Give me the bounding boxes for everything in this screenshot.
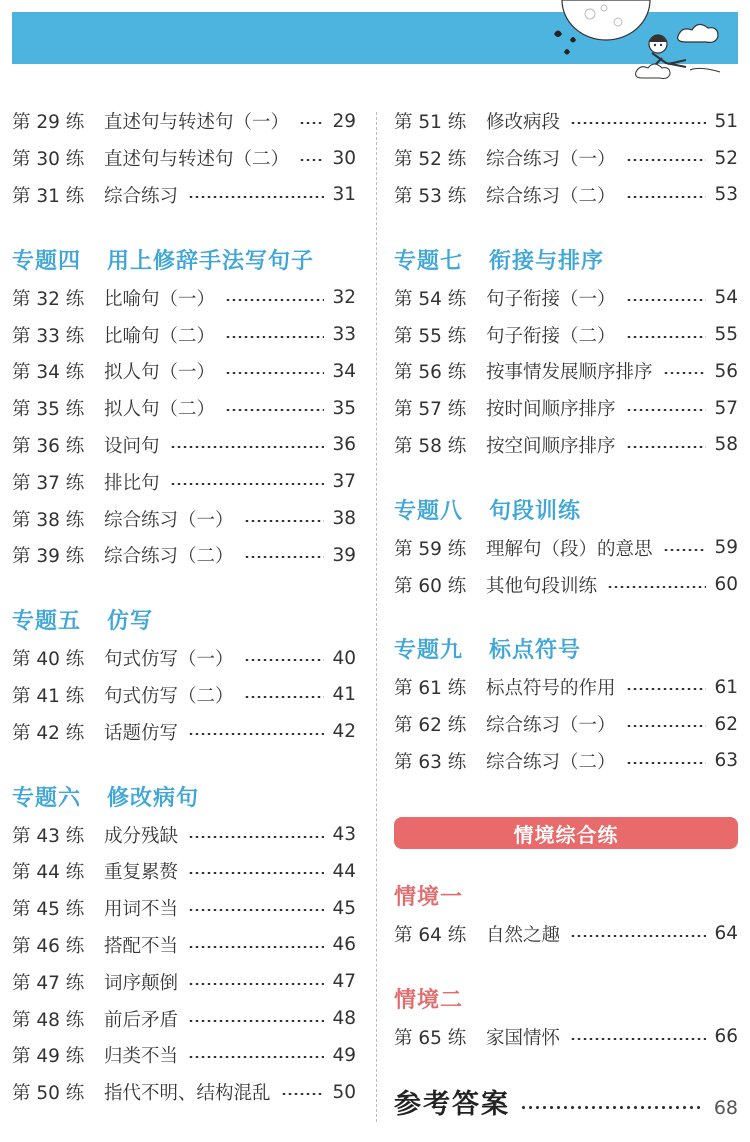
dot-leader xyxy=(570,122,706,124)
dot-leader xyxy=(626,336,707,338)
page-number: 52 xyxy=(714,147,738,169)
dot-leader xyxy=(520,1106,704,1109)
page-number: 39 xyxy=(332,544,356,566)
exercise-title: 按时间顺序排序 xyxy=(486,399,616,421)
exercise-number: 第 53 练 xyxy=(394,185,467,207)
dot-leader xyxy=(607,586,706,588)
page-number: 66 xyxy=(714,1026,738,1048)
exercise-title: 指代不明、结构混乱 xyxy=(104,1083,271,1105)
exercise-number: 第 42 练 xyxy=(12,722,85,744)
section-gap xyxy=(394,463,738,489)
dot-leader xyxy=(626,409,707,411)
toc-entry[interactable] xyxy=(394,743,738,780)
dot-leader xyxy=(626,159,707,161)
situational-practice-banner: 情境综合练 xyxy=(394,817,738,849)
page-number: 55 xyxy=(714,324,738,346)
toc-entry[interactable] xyxy=(12,853,356,890)
exercise-number: 第 65 练 xyxy=(394,1027,467,1049)
dot-leader xyxy=(626,299,707,301)
toc-entry[interactable] xyxy=(12,103,356,140)
dot-leader xyxy=(281,1093,325,1095)
toc-entry[interactable] xyxy=(12,500,356,537)
page-number: 37 xyxy=(332,471,356,493)
section-label: 专题六 xyxy=(12,785,82,811)
dot-leader xyxy=(626,196,707,198)
toc-entry[interactable] xyxy=(12,427,356,464)
column-divider xyxy=(376,112,377,1122)
toc-entry[interactable] xyxy=(394,177,738,214)
exercise-title: 句子衔接（二） xyxy=(486,325,616,347)
situation-heading: 情境一 xyxy=(394,884,464,910)
exercise-number: 第 29 练 xyxy=(12,112,85,134)
exercise-title: 综合练习（二） xyxy=(104,546,234,568)
exercise-number: 第 58 练 xyxy=(394,435,467,457)
dot-leader xyxy=(244,520,325,522)
section-heading xyxy=(394,629,738,669)
exercise-number: 第 48 练 xyxy=(12,1009,85,1031)
page-number: 40 xyxy=(332,647,356,669)
toc-entry[interactable] xyxy=(12,1074,356,1111)
toc-left-column xyxy=(12,103,356,1111)
toc-entry[interactable] xyxy=(12,677,356,714)
section-gap xyxy=(394,1055,738,1081)
page-number: 45 xyxy=(332,897,356,919)
toc-entry[interactable] xyxy=(394,353,738,390)
section-title: 仿写 xyxy=(107,609,154,635)
exercise-number: 第 55 练 xyxy=(394,325,467,347)
section-label: 专题四 xyxy=(12,248,82,274)
section-title: 句段训练 xyxy=(489,498,582,524)
exercise-title: 综合练习（一） xyxy=(104,509,234,531)
dot-leader xyxy=(299,159,324,161)
exercise-number: 第 43 练 xyxy=(12,825,85,847)
section-heading xyxy=(394,489,738,529)
exercise-number: 第 61 练 xyxy=(394,678,467,700)
toc-entry[interactable] xyxy=(394,390,738,427)
dot-leader xyxy=(188,946,324,948)
answer-key-label: 参考答案 xyxy=(394,1089,510,1121)
dot-leader xyxy=(188,733,324,735)
toc-entry[interactable] xyxy=(12,640,356,677)
page-number: 53 xyxy=(714,184,738,206)
dot-leader xyxy=(225,372,324,374)
exercise-title: 句式仿写（二） xyxy=(104,685,234,707)
exercise-title: 排比句 xyxy=(104,472,160,494)
section-gap xyxy=(394,213,738,239)
exercise-title: 归类不当 xyxy=(104,1046,179,1068)
exercise-number: 第 50 练 xyxy=(12,1083,85,1105)
section-label: 专题七 xyxy=(394,248,464,274)
exercise-title: 拟人句（一） xyxy=(104,362,216,384)
page-number: 30 xyxy=(332,147,356,169)
page-number: 68 xyxy=(713,1096,738,1119)
page-number: 38 xyxy=(332,508,356,530)
page-number: 31 xyxy=(332,184,356,206)
exercise-number: 第 47 练 xyxy=(12,972,85,994)
section-label: 专题五 xyxy=(12,609,82,635)
dot-leader xyxy=(170,483,325,485)
exercise-number: 第 39 练 xyxy=(12,546,85,568)
answer-key-entry[interactable] xyxy=(394,1081,738,1123)
section-gap xyxy=(12,213,356,239)
section-gap xyxy=(394,779,738,805)
section-heading xyxy=(12,776,356,816)
section-heading xyxy=(12,600,356,640)
toc-entry[interactable] xyxy=(12,963,356,1000)
exercise-number: 第 32 练 xyxy=(12,288,85,310)
section-gap xyxy=(394,603,738,629)
page-number: 62 xyxy=(714,713,738,735)
toc-right-column xyxy=(394,103,738,1123)
exercise-title: 用词不当 xyxy=(104,899,179,921)
page-number: 51 xyxy=(714,110,738,132)
dot-leader xyxy=(188,1020,324,1022)
dot-leader xyxy=(188,1056,324,1058)
section-label: 专题九 xyxy=(394,638,464,664)
exercise-number: 第 31 练 xyxy=(12,185,85,207)
toc-entry[interactable] xyxy=(12,140,356,177)
exercise-title: 自然之趣 xyxy=(486,924,561,946)
section-title: 修改病句 xyxy=(107,785,200,811)
exercise-title: 标点符号的作用 xyxy=(486,678,616,700)
page-number: 54 xyxy=(714,287,738,309)
dot-leader xyxy=(626,762,707,764)
toc-entry[interactable] xyxy=(12,1000,356,1037)
exercise-number: 第 49 练 xyxy=(12,1046,85,1068)
toc-entry[interactable] xyxy=(12,816,356,853)
dot-leader xyxy=(188,983,324,985)
exercise-number: 第 63 练 xyxy=(394,751,467,773)
exercise-title: 直述句与转述句（一） xyxy=(104,112,290,134)
exercise-title: 设问句 xyxy=(104,435,160,457)
dot-leader xyxy=(244,696,325,698)
page-number: 29 xyxy=(332,110,356,132)
dot-leader xyxy=(244,659,325,661)
exercise-number: 第 60 练 xyxy=(394,575,467,597)
exercise-title: 其他句段训练 xyxy=(486,575,598,597)
exercise-number: 第 35 练 xyxy=(12,399,85,421)
dot-leader xyxy=(188,836,324,838)
toc-entry[interactable] xyxy=(12,927,356,964)
exercise-title: 拟人句（二） xyxy=(104,399,216,421)
section-title: 用上修辞手法写句子 xyxy=(107,248,315,274)
toc-entry[interactable] xyxy=(12,279,356,316)
toc-entry[interactable] xyxy=(12,463,356,500)
dot-leader xyxy=(225,336,324,338)
page-number: 59 xyxy=(714,537,738,559)
toc-entry[interactable] xyxy=(394,103,738,140)
section-heading xyxy=(12,239,356,279)
exercise-title: 修改病段 xyxy=(486,112,561,134)
exercise-number: 第 57 练 xyxy=(394,399,467,421)
exercise-number: 第 36 练 xyxy=(12,435,85,457)
section-gap xyxy=(12,750,356,776)
toc-entry[interactable] xyxy=(394,529,738,566)
exercise-title: 理解句（段）的意思 xyxy=(486,538,653,560)
page-number: 61 xyxy=(714,676,738,698)
toc-entry[interactable] xyxy=(394,140,738,177)
toc-entry[interactable] xyxy=(394,669,738,706)
toc-entry[interactable] xyxy=(12,177,356,214)
exercise-title: 综合练习（二） xyxy=(486,185,616,207)
page-number: 47 xyxy=(332,971,356,993)
toc-entry[interactable] xyxy=(12,537,356,574)
toc-entry[interactable] xyxy=(394,279,738,316)
exercise-title: 综合练习（一） xyxy=(486,149,616,171)
page-number: 42 xyxy=(332,721,356,743)
dot-leader xyxy=(225,409,324,411)
exercise-number: 第 34 练 xyxy=(12,362,85,384)
page-number: 57 xyxy=(714,397,738,419)
exercise-number: 第 41 练 xyxy=(12,685,85,707)
exercise-title: 比喻句（一） xyxy=(104,288,216,310)
page-number: 50 xyxy=(332,1081,356,1103)
exercise-title: 按事情发展顺序排序 xyxy=(486,362,653,384)
toc-entry[interactable] xyxy=(394,566,738,603)
toc-entry[interactable] xyxy=(394,1018,738,1055)
page-number: 43 xyxy=(332,824,356,846)
exercise-title: 直述句与转述句（二） xyxy=(104,149,290,171)
toc-entry[interactable] xyxy=(394,706,738,743)
exercise-title: 综合练习 xyxy=(104,185,179,207)
section-gap xyxy=(394,952,738,978)
exercise-number: 第 56 练 xyxy=(394,362,467,384)
exercise-number: 第 54 练 xyxy=(394,288,467,310)
toc-entry[interactable] xyxy=(394,427,738,464)
section-gap xyxy=(12,574,356,600)
exercise-title: 句式仿写（一） xyxy=(104,649,234,671)
dot-leader xyxy=(626,688,707,690)
page-number: 49 xyxy=(332,1044,356,1066)
exercise-title: 搭配不当 xyxy=(104,935,179,957)
dot-leader xyxy=(663,549,707,551)
exercise-title: 比喻句（二） xyxy=(104,325,216,347)
exercise-number: 第 38 练 xyxy=(12,509,85,531)
section-title: 衔接与排序 xyxy=(489,248,605,274)
exercise-title: 家国情怀 xyxy=(486,1027,561,1049)
dot-leader xyxy=(570,935,706,937)
exercise-number: 第 37 练 xyxy=(12,472,85,494)
section-heading xyxy=(394,239,738,279)
exercise-number: 第 40 练 xyxy=(12,649,85,671)
page-number: 44 xyxy=(332,860,356,882)
page-number: 60 xyxy=(714,574,738,596)
exercise-title: 综合练习（二） xyxy=(486,751,616,773)
toc-entry[interactable] xyxy=(12,713,356,750)
toc-entry[interactable] xyxy=(12,1037,356,1074)
exercise-number: 第 51 练 xyxy=(394,112,467,134)
exercise-number: 第 62 练 xyxy=(394,715,467,737)
dot-leader xyxy=(188,909,324,911)
dot-leader xyxy=(188,872,324,874)
toc-entry[interactable] xyxy=(394,316,738,353)
exercise-title: 重复累赘 xyxy=(104,862,179,884)
dot-leader xyxy=(626,725,707,727)
dot-leader xyxy=(626,446,707,448)
exercise-number: 第 30 练 xyxy=(12,149,85,171)
exercise-title: 话题仿写 xyxy=(104,722,179,744)
page-number: 48 xyxy=(332,1008,356,1030)
page-number: 35 xyxy=(332,397,356,419)
exercise-title: 前后矛盾 xyxy=(104,1009,179,1031)
dot-leader xyxy=(225,299,324,301)
exercise-number: 第 45 练 xyxy=(12,899,85,921)
section-title: 标点符号 xyxy=(489,638,582,664)
dot-leader xyxy=(188,196,324,198)
exercise-number: 第 52 练 xyxy=(394,149,467,171)
toc-entry[interactable] xyxy=(12,353,356,390)
section-label: 专题八 xyxy=(394,498,464,524)
toc-entry[interactable] xyxy=(12,390,356,427)
dot-leader xyxy=(663,372,707,374)
exercise-title: 综合练习（一） xyxy=(486,715,616,737)
page-number: 34 xyxy=(332,360,356,382)
exercise-number: 第 33 练 xyxy=(12,325,85,347)
page-number: 33 xyxy=(332,324,356,346)
exercise-number: 第 44 练 xyxy=(12,862,85,884)
moon-boy-cloud-illustration xyxy=(540,0,740,86)
page-number: 36 xyxy=(332,434,356,456)
page-number: 63 xyxy=(714,750,738,772)
dot-leader xyxy=(170,446,325,448)
page-number: 41 xyxy=(332,684,356,706)
situation-heading: 情境二 xyxy=(394,987,464,1013)
exercise-number: 第 64 练 xyxy=(394,924,467,946)
dot-leader xyxy=(299,122,324,124)
exercise-title: 成分残缺 xyxy=(104,825,179,847)
page-number: 64 xyxy=(714,923,738,945)
exercise-number: 第 46 练 xyxy=(12,935,85,957)
exercise-title: 按空间顺序排序 xyxy=(486,435,616,457)
section-gap xyxy=(394,849,738,875)
toc-entry[interactable] xyxy=(12,316,356,353)
exercise-title: 词序颠倒 xyxy=(104,972,179,994)
page-number: 46 xyxy=(332,934,356,956)
dot-leader xyxy=(244,556,325,558)
dot-leader xyxy=(570,1038,706,1040)
page-number: 56 xyxy=(714,360,738,382)
exercise-number: 第 59 练 xyxy=(394,538,467,560)
page-number: 58 xyxy=(714,434,738,456)
toc-entry[interactable] xyxy=(394,915,738,952)
exercise-title: 句子衔接（一） xyxy=(486,288,616,310)
page-number: 32 xyxy=(332,287,356,309)
toc-entry[interactable] xyxy=(12,890,356,927)
